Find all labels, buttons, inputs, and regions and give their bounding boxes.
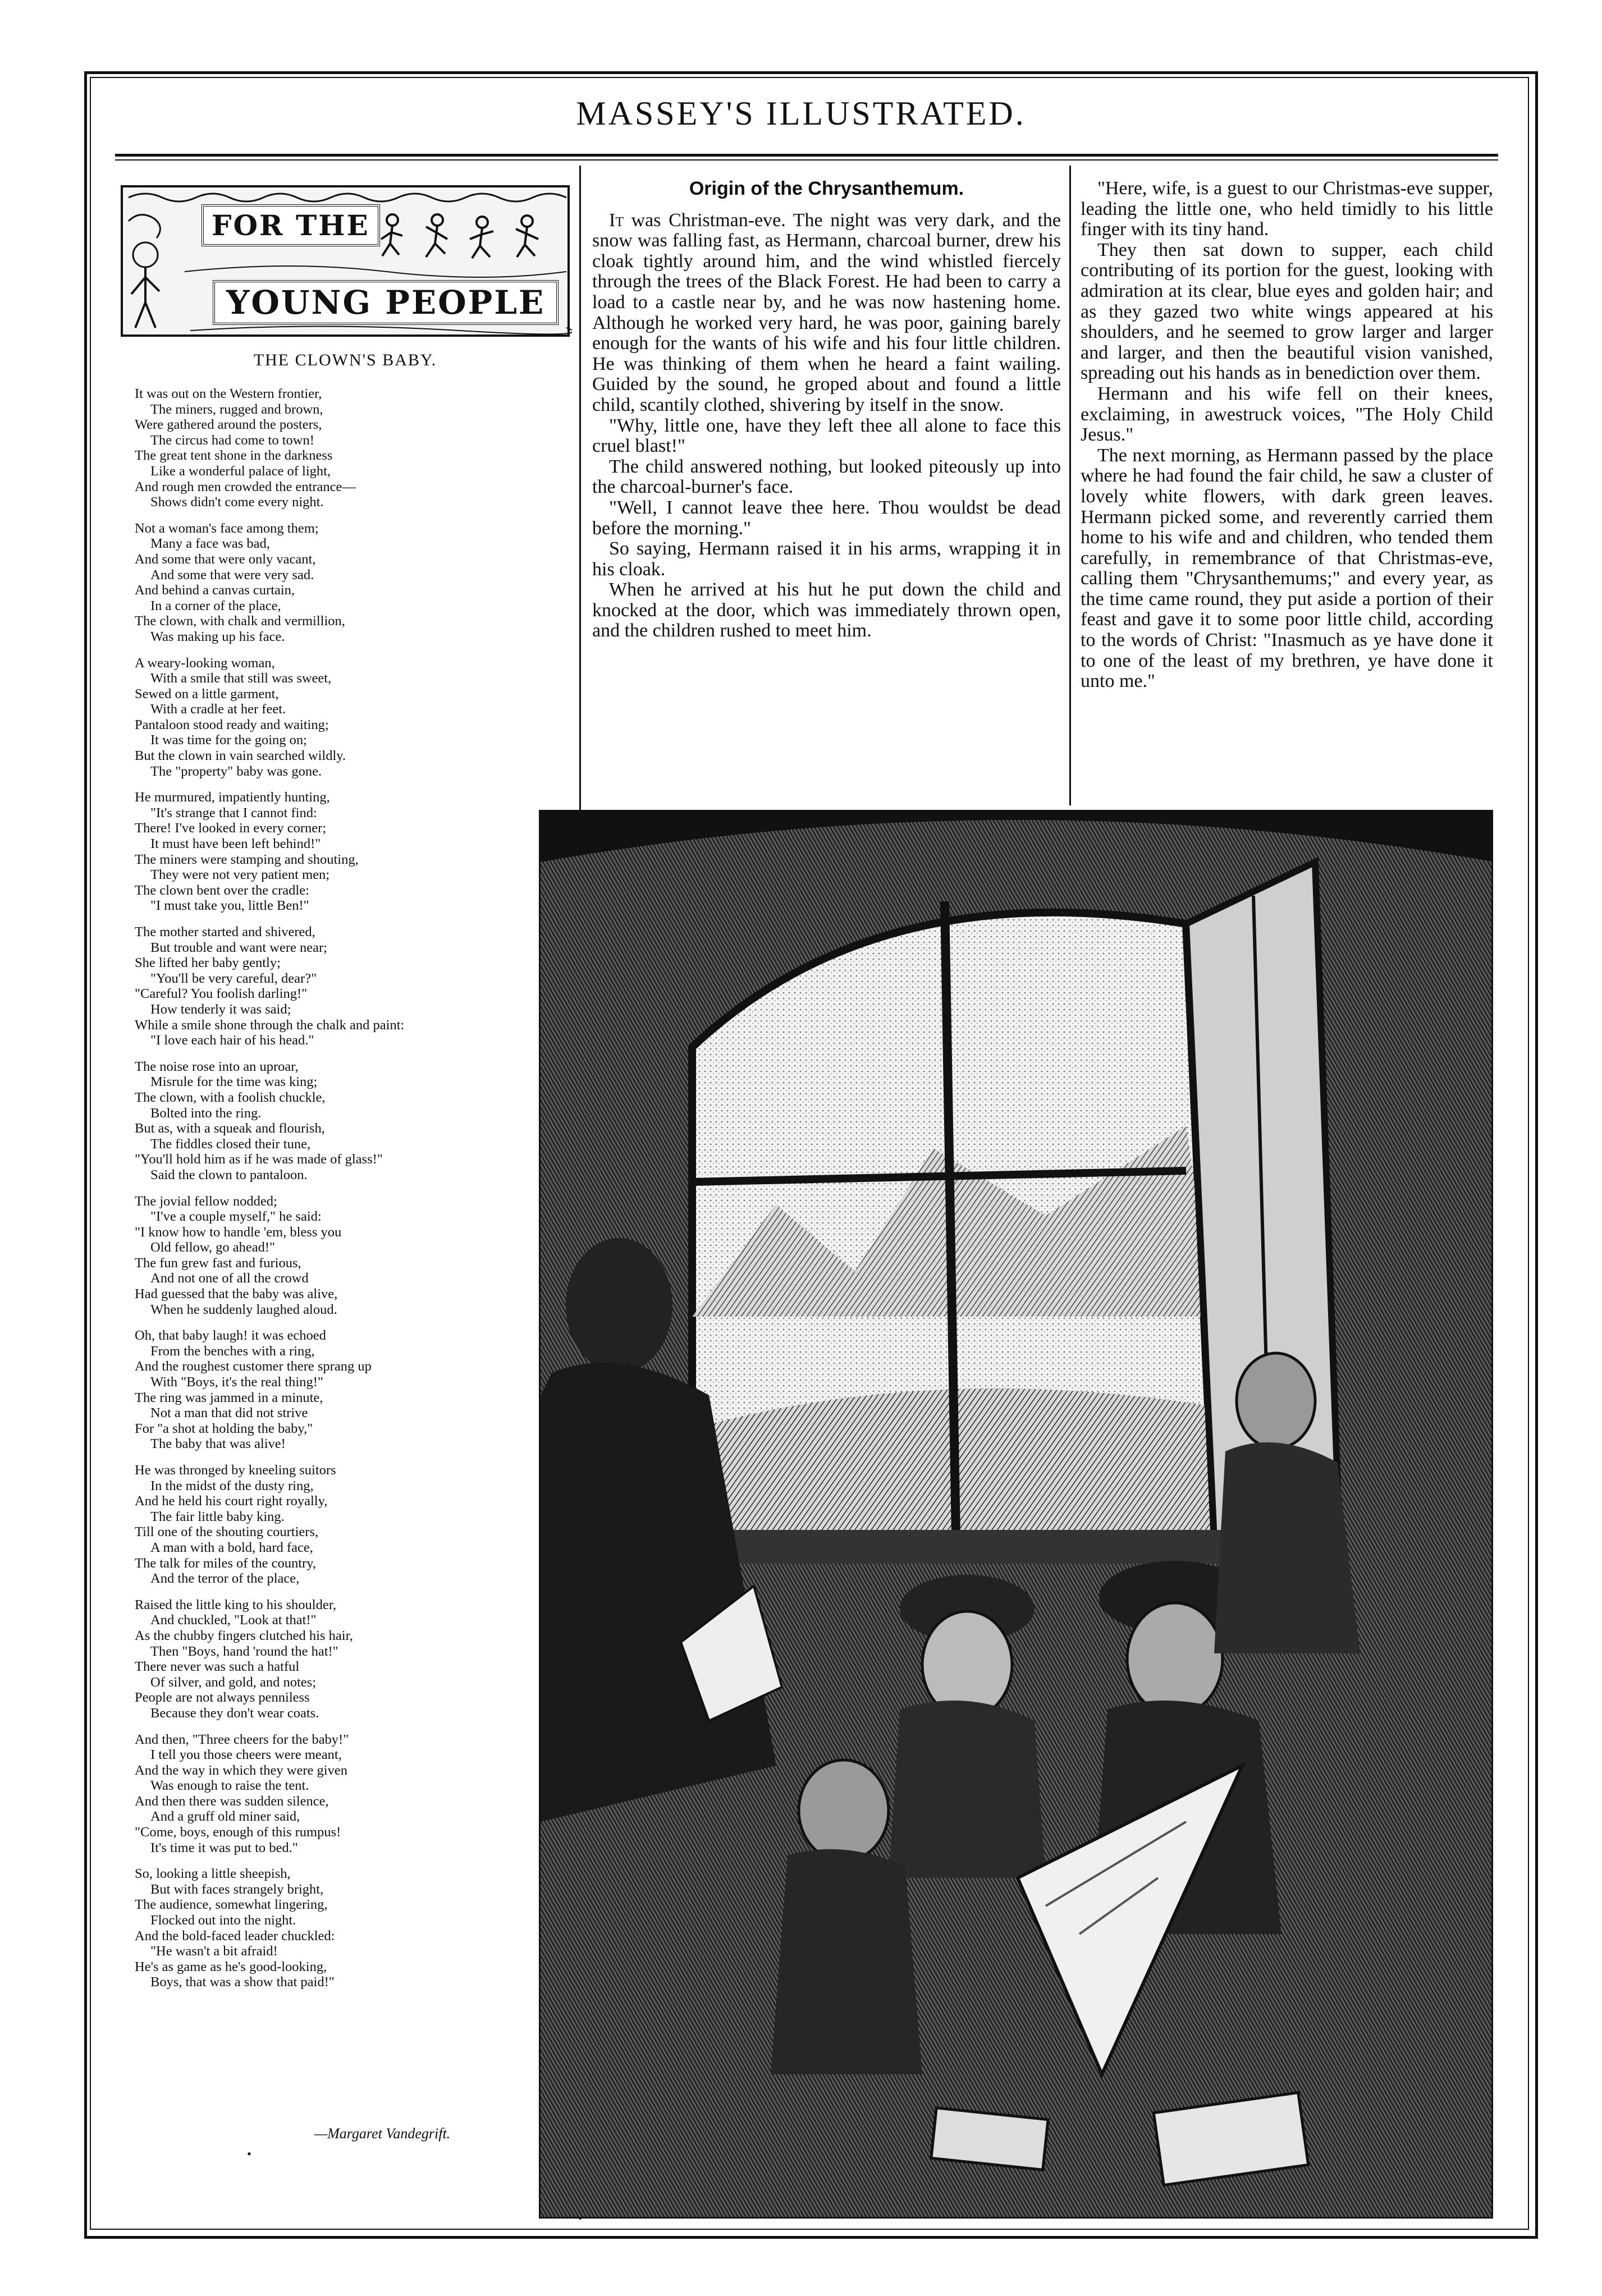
- poem-stanza: [135, 790, 561, 914]
- poem-line: They were not very patient men;: [150, 867, 330, 883]
- poem-line: And some that were only vacant,: [135, 551, 316, 567]
- poem-line: And rough men crowded the entrance—: [135, 479, 356, 494]
- young-people-banner: [121, 185, 570, 337]
- poem-line: With a smile that still was sweet,: [150, 671, 332, 686]
- poem-line: He murmured, impatiently hunting,: [135, 790, 330, 805]
- story-paragraph-text: was Christman-eve. The night was very dark, and the snow was falling fast, as Hermann, charcoal burner, drew his cloak tightly around him, and the wind whistled fiercely through the trees of the Black Forest. He had been to carry a load to a castle near by, and he was now hastening home. Although he worked very hard, he was poor, gaining barely enough for the wants of his wife and his four little children. He was thinking of them when he heard a faint wailing. Guided by the sound, he groped about and found a little child, scantily clothed, shivering by itself in the snow.: [592, 209, 1061, 415]
- family-by-window-engraving: [541, 812, 1493, 2219]
- poem-line: Was enough to raise the tent.: [150, 1778, 309, 1794]
- poem-line: It's time it was put to bed.": [150, 1840, 298, 1855]
- poem-line: People are not always penniless: [135, 1690, 310, 1706]
- poem-line: It must have been left behind!": [150, 836, 321, 852]
- poem-body: [135, 386, 561, 2001]
- story-paragraph: "Well, I cannot leave thee here. Thou wouldst be dead before the morning.": [592, 497, 1061, 539]
- poem-line: But the clown in vain searched wildly.: [135, 748, 346, 764]
- poem-line: "Come, boys, enough of this rumpus!: [135, 1825, 341, 1840]
- story-drop-word: It: [609, 209, 624, 231]
- story-paragraph: "Why, little one, have they left thee all alone to face this cruel blast!": [592, 415, 1061, 457]
- poem-line: Not a man that did not strive: [150, 1405, 308, 1421]
- poem-line: "It's strange that I cannot find:: [150, 805, 317, 821]
- poem-line: He was thronged by kneeling suitors: [135, 1463, 336, 1478]
- poem-line: Said the clown to pantaloon.: [150, 1167, 308, 1183]
- story-paragraph: When he arrived at his hut he put down the child and knocked at the door, which was immediately thrown open, and the children rushed to meet him.: [592, 579, 1061, 641]
- poem-line: The noise rose into an uproar,: [135, 1058, 299, 1074]
- masthead-rule: [115, 154, 1498, 157]
- poem-line: With a cradle at her feet.: [150, 702, 286, 717]
- poem-line: Till one of the shouting courtiers,: [135, 1524, 319, 1540]
- poem-stanza: [135, 1597, 561, 1721]
- poem-line: The fiddles closed their tune,: [150, 1136, 311, 1152]
- poem-line: The clown bent over the cradle:: [135, 882, 309, 898]
- story-title: Origin of the Chrysanthemum.: [689, 178, 964, 199]
- poem-stanza: [135, 1463, 561, 1587]
- poem-line: The fun grew fast and furious,: [135, 1255, 301, 1271]
- story-paragraph: [592, 210, 1061, 416]
- story-column-1: [592, 178, 1061, 641]
- poem-line: "I know how to handle 'em, bless you: [135, 1224, 342, 1240]
- banner-label-for-the: FOR THE: [202, 204, 380, 246]
- poem-line: And the bold-faced leader chuckled:: [135, 1928, 335, 1944]
- poem-line: Not a woman's face among them;: [135, 520, 319, 536]
- poem-stanza: [135, 1866, 561, 1990]
- story-paragraph: "Here, wife, is a guest to our Christmas-eve supper, leading the little one, who held timidly to his little finger with its tiny hand.: [1081, 178, 1493, 240]
- poem-line: He's as game as he's good-looking,: [135, 1959, 327, 1974]
- poem-line: I tell you those cheers were meant,: [150, 1747, 342, 1763]
- poem-line: The miners, rugged and brown,: [150, 401, 323, 417]
- poem-line: With "Boys, it's the real thing!": [150, 1374, 323, 1390]
- poem-stanza: [135, 656, 561, 780]
- poem-line: Was making up his face.: [150, 629, 285, 644]
- poem-line: Boys, that was a show that paid!": [150, 1974, 335, 1990]
- poem-line: And the terror of the place,: [150, 1571, 300, 1587]
- poem-stanza: [135, 1059, 561, 1183]
- story-paragraph: They then sat down to supper, each child contributing of its portion for the guest, looking with admiration at its clear, blue eyes and golden hair; and as they gazed two white wings appeared at his shoulders, and he seemed to grow larger and larger and larger, and then the beautiful vision vanished, spreading out his hands as in benediction over them.: [1081, 239, 1493, 384]
- poem-line: As the chubby fingers clutched his hair,: [135, 1628, 353, 1643]
- poem-line: Shows didn't come every night.: [150, 494, 324, 510]
- poem-line: But trouble and want were near;: [150, 940, 327, 955]
- poem-line: There! I've looked in every corner;: [135, 821, 327, 836]
- poem-line: "I've a couple myself," he said:: [150, 1209, 322, 1225]
- poem-stanza: [135, 521, 561, 645]
- poem-line: And some that were very sad.: [150, 567, 314, 583]
- poem-line: Like a wonderful palace of light,: [150, 463, 331, 479]
- poem-line: "I must take you, little Ben!": [150, 898, 309, 914]
- poem-line: A weary-looking woman,: [135, 655, 275, 671]
- poem-line: Raised the little king to his shoulder,: [135, 1597, 336, 1612]
- poem-line: The mother started and shivered,: [135, 924, 315, 940]
- poem-line: It was time for the going on;: [150, 732, 307, 748]
- poem-line: How tenderly it was said;: [150, 1001, 291, 1017]
- story-paragraph: The next morning, as Hermann passed by the place where he had found the fair child, he saw a cluster of lovely white flowers, with dark green leaves. Hermann picked some, and reverently carried them home to his wife and and children, who tended them carefully, in remembrance of that Christmas-eve, calling them "Chrysanthemums;" and every year, as the time came round, they put aside a portion of their feast and gave it to some poor little child, according to the words of Christ: "Inasmuch as ye have done it to one of the least of my brethren, ye have done it unto me.": [1081, 444, 1493, 692]
- poem-line: Had guessed that the baby was alive,: [135, 1286, 338, 1302]
- poem-line: But as, with a squeak and flourish,: [135, 1121, 325, 1136]
- masthead-rule-thin: [115, 159, 1498, 161]
- poem-line: And then there was sudden silence,: [135, 1793, 329, 1809]
- story-paragraph: The child answered nothing, but looked piteously up into the charcoal-burner's face.: [592, 456, 1061, 498]
- poem-line: "You'll be very careful, dear?": [150, 970, 317, 986]
- poem-line: Many a face was bad,: [150, 536, 270, 552]
- poem-stanza: [135, 1194, 561, 1318]
- poem-line: The circus had come to town!: [150, 432, 314, 448]
- poem-line: And he held his court right royally,: [135, 1493, 328, 1509]
- poem-line: "I love each hair of his head.": [150, 1033, 314, 1048]
- poem-author: —Margaret Vandegrift.: [314, 2125, 451, 2142]
- banner-label-young-people: YOUNG PEOPLE: [213, 280, 559, 325]
- poem-line: Bolted into the ring.: [150, 1105, 262, 1121]
- poem-line: When he suddenly laughed aloud.: [150, 1301, 337, 1317]
- poem-line: Misrule for the time was king;: [150, 1074, 318, 1090]
- column-divider-right: [1069, 166, 1071, 805]
- bullet-mark: •: [247, 2147, 251, 2161]
- poem-line: A man with a bold, hard face,: [150, 1539, 313, 1555]
- poem-stanza: [135, 1732, 561, 1856]
- poem-line: And not one of all the crowd: [150, 1271, 309, 1286]
- poem-line: The ring was jammed in a minute,: [135, 1390, 323, 1405]
- poem-line: Pantaloon stood ready and waiting;: [135, 717, 329, 732]
- poem-line: Old fellow, go ahead!": [150, 1240, 276, 1255]
- poem-line: But with faces strangely bright,: [150, 1881, 324, 1897]
- poem-line: And a gruff old miner said,: [150, 1809, 300, 1825]
- poem-line: And then, "Three cheers for the baby!": [135, 1731, 349, 1747]
- poem-line: From the benches with a ring,: [150, 1343, 315, 1359]
- poem-line: And chuckled, "Look at that!": [150, 1612, 317, 1628]
- poem-title: THE CLOWN'S BABY.: [253, 351, 437, 369]
- poem-line: In the midst of the dusty ring,: [150, 1478, 314, 1493]
- poem-line: Were gathered around the posters,: [135, 417, 322, 433]
- poem-line: While a smile shone through the chalk and paint:: [135, 1017, 405, 1033]
- poem-line: So, looking a little sheepish,: [135, 1866, 291, 1882]
- engraving-illustration: [539, 810, 1493, 2219]
- poem-stanza: [135, 1328, 561, 1452]
- poem-line: And behind a canvas curtain,: [135, 583, 295, 598]
- poem-line: The talk for miles of the country,: [135, 1555, 316, 1571]
- poem-line: Then "Boys, hand 'round the hat!": [150, 1643, 338, 1659]
- poem-line: The clown, with chalk and vermillion,: [135, 613, 345, 629]
- poem-line: The "property" baby was gone.: [150, 763, 322, 779]
- poem-line: The jovial fellow nodded;: [135, 1193, 277, 1209]
- poem-line: The audience, somewhat lingering,: [135, 1897, 328, 1913]
- masthead-title: MASSEY'S ILLUSTRATED.: [576, 95, 1026, 132]
- poem-line: The clown, with a foolish chuckle,: [135, 1089, 326, 1105]
- poem-line: The miners were stamping and shouting,: [135, 851, 359, 867]
- poem-line: "You'll hold him as if he was made of glass!": [135, 1152, 383, 1167]
- poem-line: Oh, that baby laugh! it was echoed: [135, 1328, 326, 1344]
- poem-line: Of silver, and gold, and notes;: [150, 1674, 317, 1690]
- poem-line: She lifted her baby gently;: [135, 955, 281, 971]
- poem-line: The baby that was alive!: [150, 1436, 286, 1452]
- poem-line: Because they don't wear coats.: [150, 1705, 319, 1721]
- poem-line: In a corner of the place,: [150, 598, 281, 613]
- poem-line: Flocked out into the night.: [150, 1913, 296, 1928]
- poem-line: For "a shot at holding the baby,": [135, 1420, 313, 1436]
- poem-line: "Careful? You foolish darling!": [135, 986, 308, 1002]
- story-paragraph: Hermann and his wife fell on their knees, exclaiming, in awestruck voices, "The Holy Child Jesus.": [1081, 383, 1493, 446]
- poem-stanza: [135, 924, 561, 1048]
- poem-line: And the way in which they were given: [135, 1762, 347, 1778]
- poem-line: And the roughest customer there sprang up: [135, 1359, 372, 1374]
- story-paragraph: So saying, Hermann raised it in his arms, wrapping it in his cloak.: [592, 538, 1061, 580]
- story-column-2: [1081, 178, 1493, 692]
- poem-line: It was out on the Western frontier,: [135, 386, 322, 401]
- poem-line: Sewed on a little garment,: [135, 686, 279, 702]
- poem-line: There never was such a hatful: [135, 1659, 300, 1675]
- poem-line: The great tent shone in the darkness: [135, 448, 333, 464]
- poem-stanza: [135, 386, 561, 510]
- poem-line: "He wasn't a bit afraid!: [150, 1944, 278, 1959]
- poem-line: The fair little baby king.: [150, 1509, 285, 1524]
